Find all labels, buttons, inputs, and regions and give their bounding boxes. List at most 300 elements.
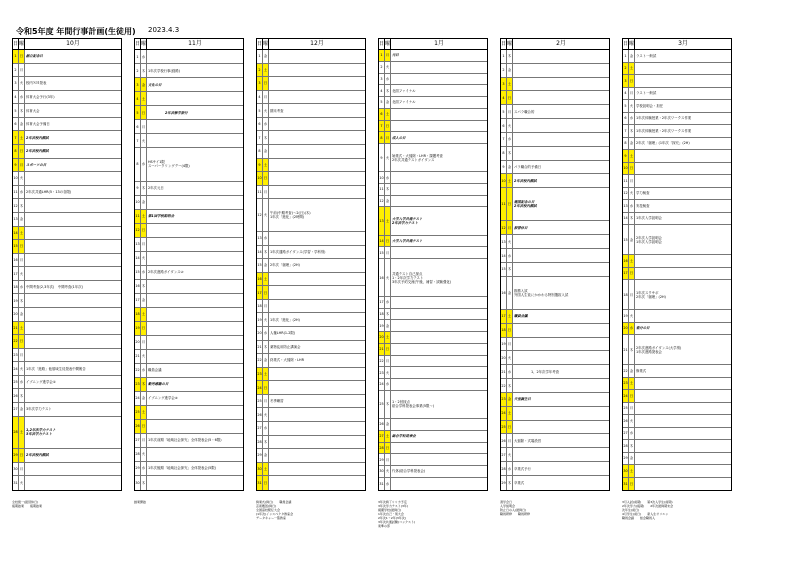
calendar-row [501, 147, 609, 161]
weekday: 日 [385, 344, 391, 355]
day-column-label: 日 [379, 41, 385, 47]
calendar-row [13, 308, 121, 322]
calendar-row [257, 64, 365, 78]
event-text: 職員会議 [514, 314, 528, 319]
calendar-row [379, 356, 487, 368]
day-number: 24 [501, 407, 507, 420]
day-number: 18 [257, 300, 263, 313]
weekday: 金 [629, 365, 635, 377]
event-text: スパラ職合的 [514, 109, 535, 114]
event-text: 大掃除・式場設営 [514, 438, 542, 443]
event-text [635, 268, 731, 280]
day-number: 27 [379, 431, 385, 442]
calendar-row [501, 64, 609, 78]
event-text [269, 77, 365, 90]
day-number: 7 [623, 125, 629, 137]
event-text [147, 322, 243, 335]
day-number: 14 [257, 246, 263, 259]
calendar-row [623, 75, 731, 88]
weekday: 水 [263, 118, 269, 131]
calendar-row [13, 77, 121, 91]
page-title: 令和5年度 年間行事計画(生徒用) [16, 27, 136, 36]
event-text: 始業式・大掃除・LHR・課題考査 2年次共通テストガイダンス [392, 153, 443, 162]
weekday: 木 [629, 335, 635, 364]
event-text [25, 213, 121, 226]
calendar-row [379, 109, 487, 121]
event-text [147, 350, 243, 363]
calendar-row [135, 148, 243, 182]
event-text [25, 199, 121, 212]
calendar-row [501, 105, 609, 119]
weekday: 火 [385, 367, 391, 378]
calendar-row [135, 420, 243, 434]
calendar-row [623, 268, 731, 281]
weekday: 日 [629, 268, 635, 280]
event-text: 体育大会予備日 [26, 122, 50, 127]
day-number: 7 [257, 131, 263, 144]
weekday: 日 [19, 50, 25, 63]
event-text [513, 448, 609, 461]
day-number: 8 [379, 132, 385, 143]
event-text: 学校説明会・担任 [636, 103, 664, 108]
day-number: 6 [135, 120, 141, 133]
month-notes: 創業開始 [134, 500, 147, 504]
event-text: 中間考査(2,3年次) 中間考査(1年次) [26, 285, 83, 290]
event-text: 勤労感謝の日 [148, 382, 169, 387]
calendar-row [501, 78, 609, 92]
event-text [513, 119, 609, 132]
month-name: 2月 [556, 40, 566, 47]
day-column-label: 日 [501, 41, 507, 47]
weekday: 水 [507, 365, 513, 378]
weekday: 木 [263, 341, 269, 354]
event-text [391, 356, 487, 367]
calendar-row [135, 92, 243, 106]
event-text [513, 338, 609, 351]
weekday: 日 [141, 322, 147, 335]
event-text [635, 390, 731, 402]
weekday: 水 [385, 379, 391, 390]
day-number: 22 [623, 365, 629, 377]
calendar-row [379, 297, 487, 309]
calendar-row [13, 227, 121, 241]
weekday: 水 [19, 91, 25, 104]
weekday: 水 [385, 172, 391, 183]
calendar-row [379, 247, 487, 259]
calendar-row [379, 74, 487, 86]
day-number: 23 [623, 378, 629, 390]
day-number: 27 [135, 434, 141, 447]
calendar-row [135, 196, 243, 210]
weekday: 金 [19, 213, 25, 226]
calendar-row [135, 64, 243, 78]
weekday: 木 [19, 389, 25, 402]
calendar-row [13, 335, 121, 349]
event-text [513, 50, 609, 63]
calendar-row [501, 421, 609, 435]
calendar-row [135, 364, 243, 378]
day-number: 15 [623, 225, 629, 254]
weekday: 土 [629, 465, 635, 477]
weekday: 日 [19, 145, 25, 158]
weekday: 月 [629, 88, 635, 100]
calendar-row [135, 434, 243, 448]
month-table-1 [12, 38, 122, 491]
calendar-row [13, 389, 121, 403]
day-number: 29 [379, 454, 385, 465]
weekday: 月 [263, 395, 269, 408]
calendar-row [623, 453, 731, 466]
calendar-row [501, 221, 609, 235]
calendar-row [135, 308, 243, 322]
weekday: 水 [263, 422, 269, 435]
weekday: 火 [385, 259, 391, 296]
day-number: 9 [13, 159, 19, 172]
event-text [391, 109, 487, 120]
event-text: 元日 [392, 53, 399, 58]
event-text [25, 349, 121, 362]
day-number: 21 [501, 365, 507, 378]
calendar-row [257, 341, 365, 355]
calendar-row [13, 476, 121, 490]
weekday: 日 [141, 106, 147, 119]
calendar-row [257, 259, 365, 273]
weekday-column-label: 曜 [263, 41, 269, 47]
day-number: 3 [501, 78, 507, 91]
event-text: 1年次「進路」他領域生徒発表中間報告 [26, 366, 86, 371]
calendar-row [623, 280, 731, 310]
weekday: 金 [263, 449, 269, 462]
weekday-column-label: 曜 [19, 41, 25, 47]
day-number: 29 [623, 453, 629, 465]
day-number: 4 [135, 92, 141, 105]
calendar-row [623, 175, 731, 188]
weekday: 土 [629, 150, 635, 162]
calendar-row [257, 159, 365, 173]
day-number: 23 [135, 378, 141, 391]
event-text [269, 300, 365, 313]
weekday: 土 [263, 368, 269, 381]
event-text: 大学入学共通テスト 2年次学力テスト [392, 217, 423, 226]
day-number: 27 [13, 403, 19, 416]
weekday: 火 [141, 350, 147, 363]
weekday: 火 [263, 199, 269, 231]
event-text [635, 175, 731, 187]
issue-date: 2023.4.3 [148, 26, 180, 34]
day-number: 12 [623, 188, 629, 200]
event-text [513, 147, 609, 160]
day-number: 18 [135, 308, 141, 321]
event-text: 修業式 [636, 368, 647, 373]
weekday: 火 [19, 362, 25, 375]
calendar-row [135, 50, 243, 64]
weekday: 木 [263, 246, 269, 259]
calendar-row [13, 91, 121, 105]
weekday: 金 [507, 64, 513, 77]
weekday: 水 [263, 327, 269, 340]
calendar-row [501, 133, 609, 147]
calendar-row [501, 393, 609, 407]
weekday: 金 [141, 196, 147, 209]
calendar-row [623, 50, 731, 63]
day-number: 22 [257, 354, 263, 367]
day-number: 12 [135, 224, 141, 237]
day-number: 25 [379, 391, 385, 418]
day-number: 15 [135, 266, 141, 279]
event-text: 2年次進路ガイダンス(大学別) 1年次進路発表会 [636, 345, 682, 354]
calendar-row [257, 199, 365, 232]
calendar-row [13, 145, 121, 159]
weekday: 火 [629, 415, 635, 427]
weekday: 火 [19, 77, 25, 90]
weekday: 土 [507, 78, 513, 91]
weekday: 火 [263, 104, 269, 117]
event-text: 体育大会 [26, 108, 40, 113]
event-text: 職員会議 [148, 368, 162, 373]
calendar-row [257, 408, 365, 422]
calendar-row [623, 163, 731, 176]
event-text: 振替休日 [514, 225, 528, 230]
event-text [269, 476, 365, 490]
weekday: 金 [19, 308, 25, 321]
day-number: 19 [379, 320, 385, 331]
calendar-row [623, 150, 731, 163]
calendar-row [379, 184, 487, 196]
month-table-6 [622, 38, 732, 491]
day-number: 22 [501, 379, 507, 392]
day-number: 8 [257, 145, 263, 158]
weekday: 水 [19, 376, 25, 389]
calendar-row [257, 300, 365, 314]
calendar-row [623, 415, 731, 428]
calendar-row [13, 172, 121, 186]
day-number: 2 [257, 64, 263, 77]
weekday: 木 [141, 182, 147, 195]
weekday: 日 [385, 443, 391, 454]
weekday: 月 [19, 463, 25, 476]
day-number: 12 [13, 199, 19, 212]
event-text [269, 422, 365, 435]
day-number: 7 [13, 131, 19, 144]
weekday: 土 [385, 431, 391, 442]
weekday: 火 [19, 172, 25, 185]
day-number: 13 [13, 213, 19, 226]
weekday: 月 [385, 247, 391, 258]
day-number: 19 [135, 322, 141, 335]
calendar-row [13, 118, 121, 132]
event-text [513, 379, 609, 392]
calendar-row [501, 476, 609, 490]
day-number: 12 [501, 221, 507, 234]
calendar-row [13, 403, 121, 417]
calendar-row [623, 225, 731, 255]
event-text [269, 449, 365, 462]
event-text [269, 172, 365, 185]
day-number: 14 [13, 227, 19, 240]
month-table-2 [134, 38, 244, 491]
day-number: 9 [501, 161, 507, 174]
day-number: 28 [623, 440, 629, 452]
weekday: 木 [141, 476, 147, 490]
event-text [147, 238, 243, 251]
event-text: 1年次通路ガイダンス(学習・学科別) [270, 249, 326, 254]
calendar-row [13, 376, 121, 390]
calendar-row [623, 310, 731, 323]
day-number: 5 [13, 104, 19, 117]
weekday: 水 [141, 148, 147, 181]
weekday: 土 [629, 255, 635, 267]
event-text: 2年次「創理」(1年次「探究」(2H) [636, 141, 690, 146]
weekday: 火 [263, 313, 269, 326]
calendar-row [135, 266, 243, 280]
calendar-row [13, 104, 121, 118]
calendar-row [623, 213, 731, 226]
weekday: 月 [385, 132, 391, 143]
weekday: 火 [141, 448, 147, 461]
month-notes: 3月入試(前期) 第3次入学生(前期) 2年次学力(後期) 2年次最終期末会 次年生(前日) 4月学生(前日) 新入生オリエン 職員会議 総会職員入 [622, 500, 674, 520]
day-number: 28 [13, 417, 19, 449]
calendar-row [501, 263, 609, 277]
calendar-row [379, 332, 487, 344]
weekday: 水 [507, 133, 513, 146]
event-text [513, 133, 609, 146]
day-number: 25 [135, 406, 141, 419]
calendar-row [379, 62, 487, 74]
calendar-row [13, 362, 121, 376]
calendar-row [13, 64, 121, 78]
weekday: 日 [263, 476, 269, 490]
weekday-column-label: 曜 [141, 41, 147, 47]
day-number: 1 [257, 50, 263, 63]
calendar-row [623, 88, 731, 101]
event-text [513, 78, 609, 91]
weekday: 月 [263, 300, 269, 313]
event-text [513, 351, 609, 364]
weekday: 金 [263, 50, 269, 63]
event-text: 体育大会予行(3年) [26, 95, 55, 100]
calendar-row [379, 144, 487, 172]
weekday: 火 [385, 144, 391, 171]
calendar-row [501, 379, 609, 393]
event-text: 建国記念の日 2年次校内模試 [514, 200, 537, 209]
calendar-row [623, 403, 731, 416]
event-text [25, 308, 121, 321]
day-number: 24 [379, 379, 385, 390]
day-number: 11 [379, 184, 385, 195]
calendar-row [379, 454, 487, 466]
day-number: 29 [501, 476, 507, 490]
event-text [269, 368, 365, 381]
calendar-row [623, 138, 731, 151]
event-text: 推薦入試 外国人生徒にかかわる特別選抜入試 [514, 288, 569, 297]
day-number: 13 [135, 238, 141, 251]
weekday: 火 [629, 100, 635, 112]
day-number: 6 [623, 113, 629, 125]
event-text [635, 163, 731, 175]
calendar-row [501, 434, 609, 448]
day-number: 24 [13, 362, 19, 375]
event-text [25, 172, 121, 185]
event-text [391, 62, 487, 73]
event-text: パラ職合的予備日 [514, 165, 542, 170]
day-number: 10 [623, 163, 629, 175]
calendar-row [501, 310, 609, 324]
day-number: 21 [379, 344, 385, 355]
event-text: 総合学科発表会 [392, 434, 416, 439]
day-number: 31 [379, 478, 385, 490]
calendar-row [13, 463, 121, 477]
weekday: 日 [19, 449, 25, 462]
calendar-row [257, 186, 365, 200]
event-text: 1年次後期「地域社会探究」全体発表会(5限) [148, 466, 216, 471]
weekday: 木 [629, 440, 635, 452]
event-text: 卒業式予行 [514, 466, 531, 471]
month-header [379, 39, 487, 50]
calendar-row [623, 440, 731, 453]
event-text [513, 324, 609, 337]
weekday: 土 [141, 406, 147, 419]
day-number: 2 [501, 64, 507, 77]
event-text: 3年次学力テスト [26, 407, 52, 412]
day-number: 30 [257, 463, 263, 476]
calendar-row [623, 188, 731, 201]
day-number: 2 [379, 62, 385, 73]
calendar-row [135, 336, 243, 350]
event-text [269, 159, 365, 172]
day-number: 11 [623, 175, 629, 187]
day-number: 16 [623, 255, 629, 267]
month-notes: 3年次終了リリカ予定 3年次学力テスト(3年) 模擬学校(最終日) 1年次自己・別大会 2年次1〜2年(3年次) 3年次共通試験(コンクスト) 東準の部 [378, 500, 416, 528]
day-number: 5 [135, 106, 141, 119]
weekday: 木 [141, 64, 147, 77]
day-number: 26 [623, 415, 629, 427]
day-number: 1 [623, 50, 629, 62]
event-text: 成人の日 [392, 135, 406, 140]
day-number: 4 [501, 91, 507, 104]
weekday: 土 [385, 207, 391, 234]
calendar-row [135, 182, 243, 196]
calendar-row [379, 207, 487, 235]
event-text: 北面ファイナル [392, 100, 416, 105]
weekday: 金 [629, 225, 635, 254]
calendar-row [379, 419, 487, 431]
day-number: 15 [501, 263, 507, 276]
weekday: 水 [141, 364, 147, 377]
day-number: 7 [379, 121, 385, 132]
day-number: 20 [257, 327, 263, 340]
event-text [25, 476, 121, 490]
weekday: 火 [141, 134, 147, 147]
weekday: 火 [385, 62, 391, 73]
day-number: 28 [257, 436, 263, 449]
day-number: 22 [13, 335, 19, 348]
weekday: 土 [19, 227, 25, 240]
calendar-row [257, 286, 365, 300]
day-column-label: 日 [13, 41, 19, 47]
day-number: 14 [379, 236, 385, 247]
event-text [391, 367, 487, 378]
day-number: 9 [623, 150, 629, 162]
day-number: 23 [257, 368, 263, 381]
weekday: 月 [263, 91, 269, 104]
month-header [135, 39, 243, 50]
day-number: 20 [623, 323, 629, 335]
event-text: 春分の日 [636, 326, 650, 331]
calendar-row [257, 131, 365, 145]
day-number: 23 [379, 367, 385, 378]
weekday: 木 [263, 131, 269, 144]
month-notes: 清学会日 入学説明会 防止日の入(最終日) 職員研修 職員研修 [500, 500, 531, 516]
